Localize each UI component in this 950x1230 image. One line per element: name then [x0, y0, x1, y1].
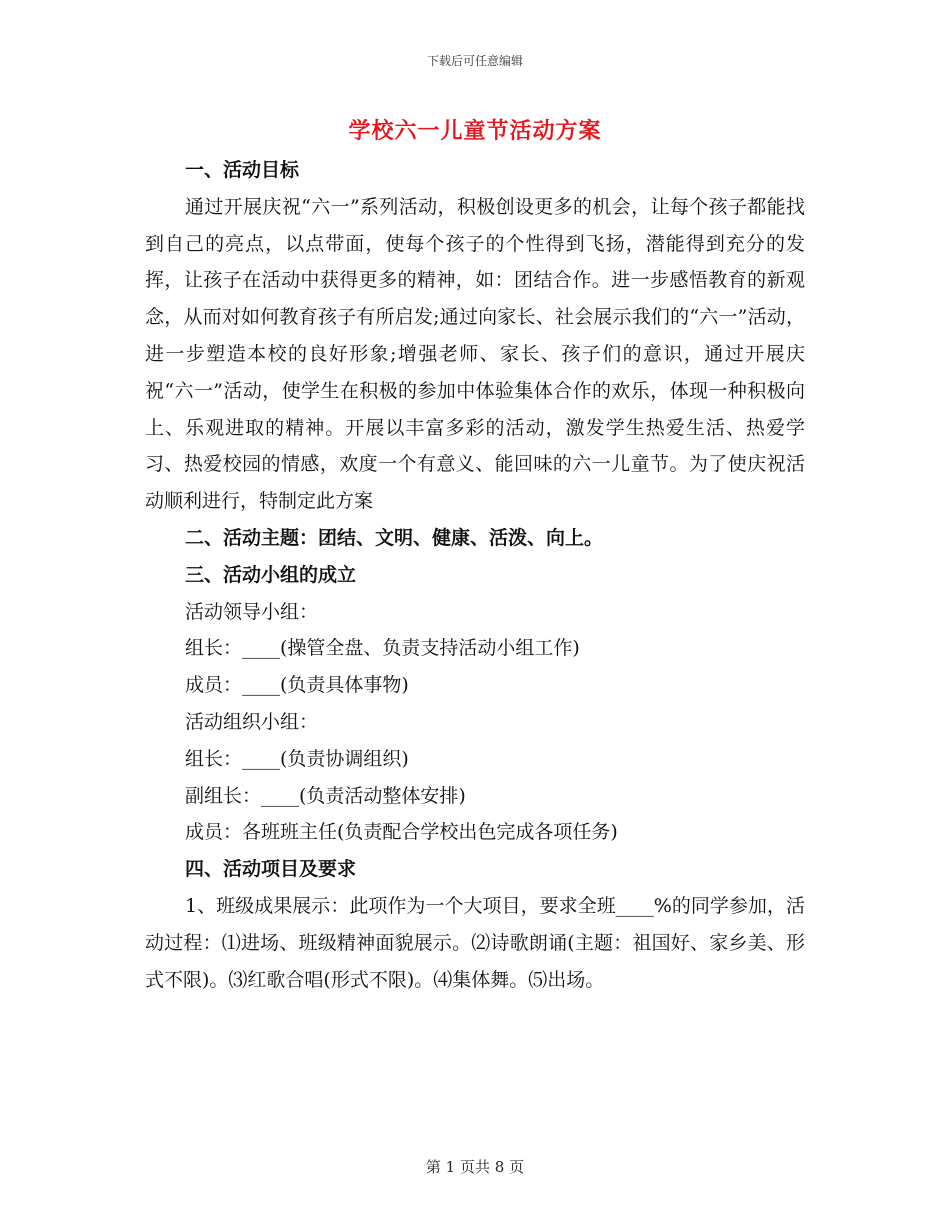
- document-title: 学校六一儿童节活动方案: [348, 118, 602, 144]
- group-line-org-members: 成员：各班班主任(负责配合学校出色完成各项任务): [185, 821, 618, 844]
- section-heading-goals: 一、活动目标: [185, 159, 300, 181]
- group-line-org-leader: 组长：____(负责协调组织): [185, 747, 409, 770]
- group-line-vice-leader: 副组长：____(负责活动整体安排): [185, 784, 466, 807]
- group-line-members: 成员：____(负责具体事物): [185, 674, 409, 697]
- page-number: 第 1 页共 8 页: [425, 1158, 525, 1176]
- group-line-leader: 组长：____(操管全盘、负责支持活动小组工作): [185, 637, 580, 660]
- group-line-organizing: 活动组织小组：: [185, 710, 319, 733]
- section-heading-theme: 二、活动主题：团结、文明、健康、活泼、向上。: [185, 526, 604, 549]
- group-line-leadership: 活动领导小组：: [185, 600, 319, 623]
- page-header-note: 下载后可任意编辑: [426, 54, 523, 68]
- section-heading-groups: 三、活动小组的成立: [185, 563, 357, 586]
- document-body: [145, 152, 805, 998]
- paragraph-goals: 通过开展庆祝“六一”系列活动，积极创设更多的机会，让每个孩子都能找到自己的亮点，以点带面，使每个孩子的个性得到飞扬，潜能得到充分的发挥，让孩子在活动中获得更多的精神，如：团结合作。进一步感悟教育的新观念，从而对如何教育孩子有所启发;通过向家长、社会展示我们的“六一”活动，进一步塑造本校的良好形象;增强老师、家长、孩子们的意识，通过开展庆祝“六一”活动，使学生在积极的参加中体验集体合作的欢乐，体现一种积极向上、乐观进取的精神。开展以丰富多彩的活动，激发学生热爱生活、热爱学习、热爱校园的情感，欢度一个有意义、能回味的六一儿童节。为了使庆祝活动顺利进行，特制定此方案: [145, 195, 805, 513]
- paragraph-projects: 1、班级成果展示：此项作为一个大项目，要求全班____%的同学参加，活动过程：⑴进场、班级精神面貌展示。⑵诗歌朗诵(主题：祖国好、家乡美、形式不限)。⑶红歌合唱(形式不限)。⑷集体舞。⑸出场。: [145, 894, 805, 991]
- section-heading-projects: 四、活动项目及要求: [185, 858, 357, 881]
